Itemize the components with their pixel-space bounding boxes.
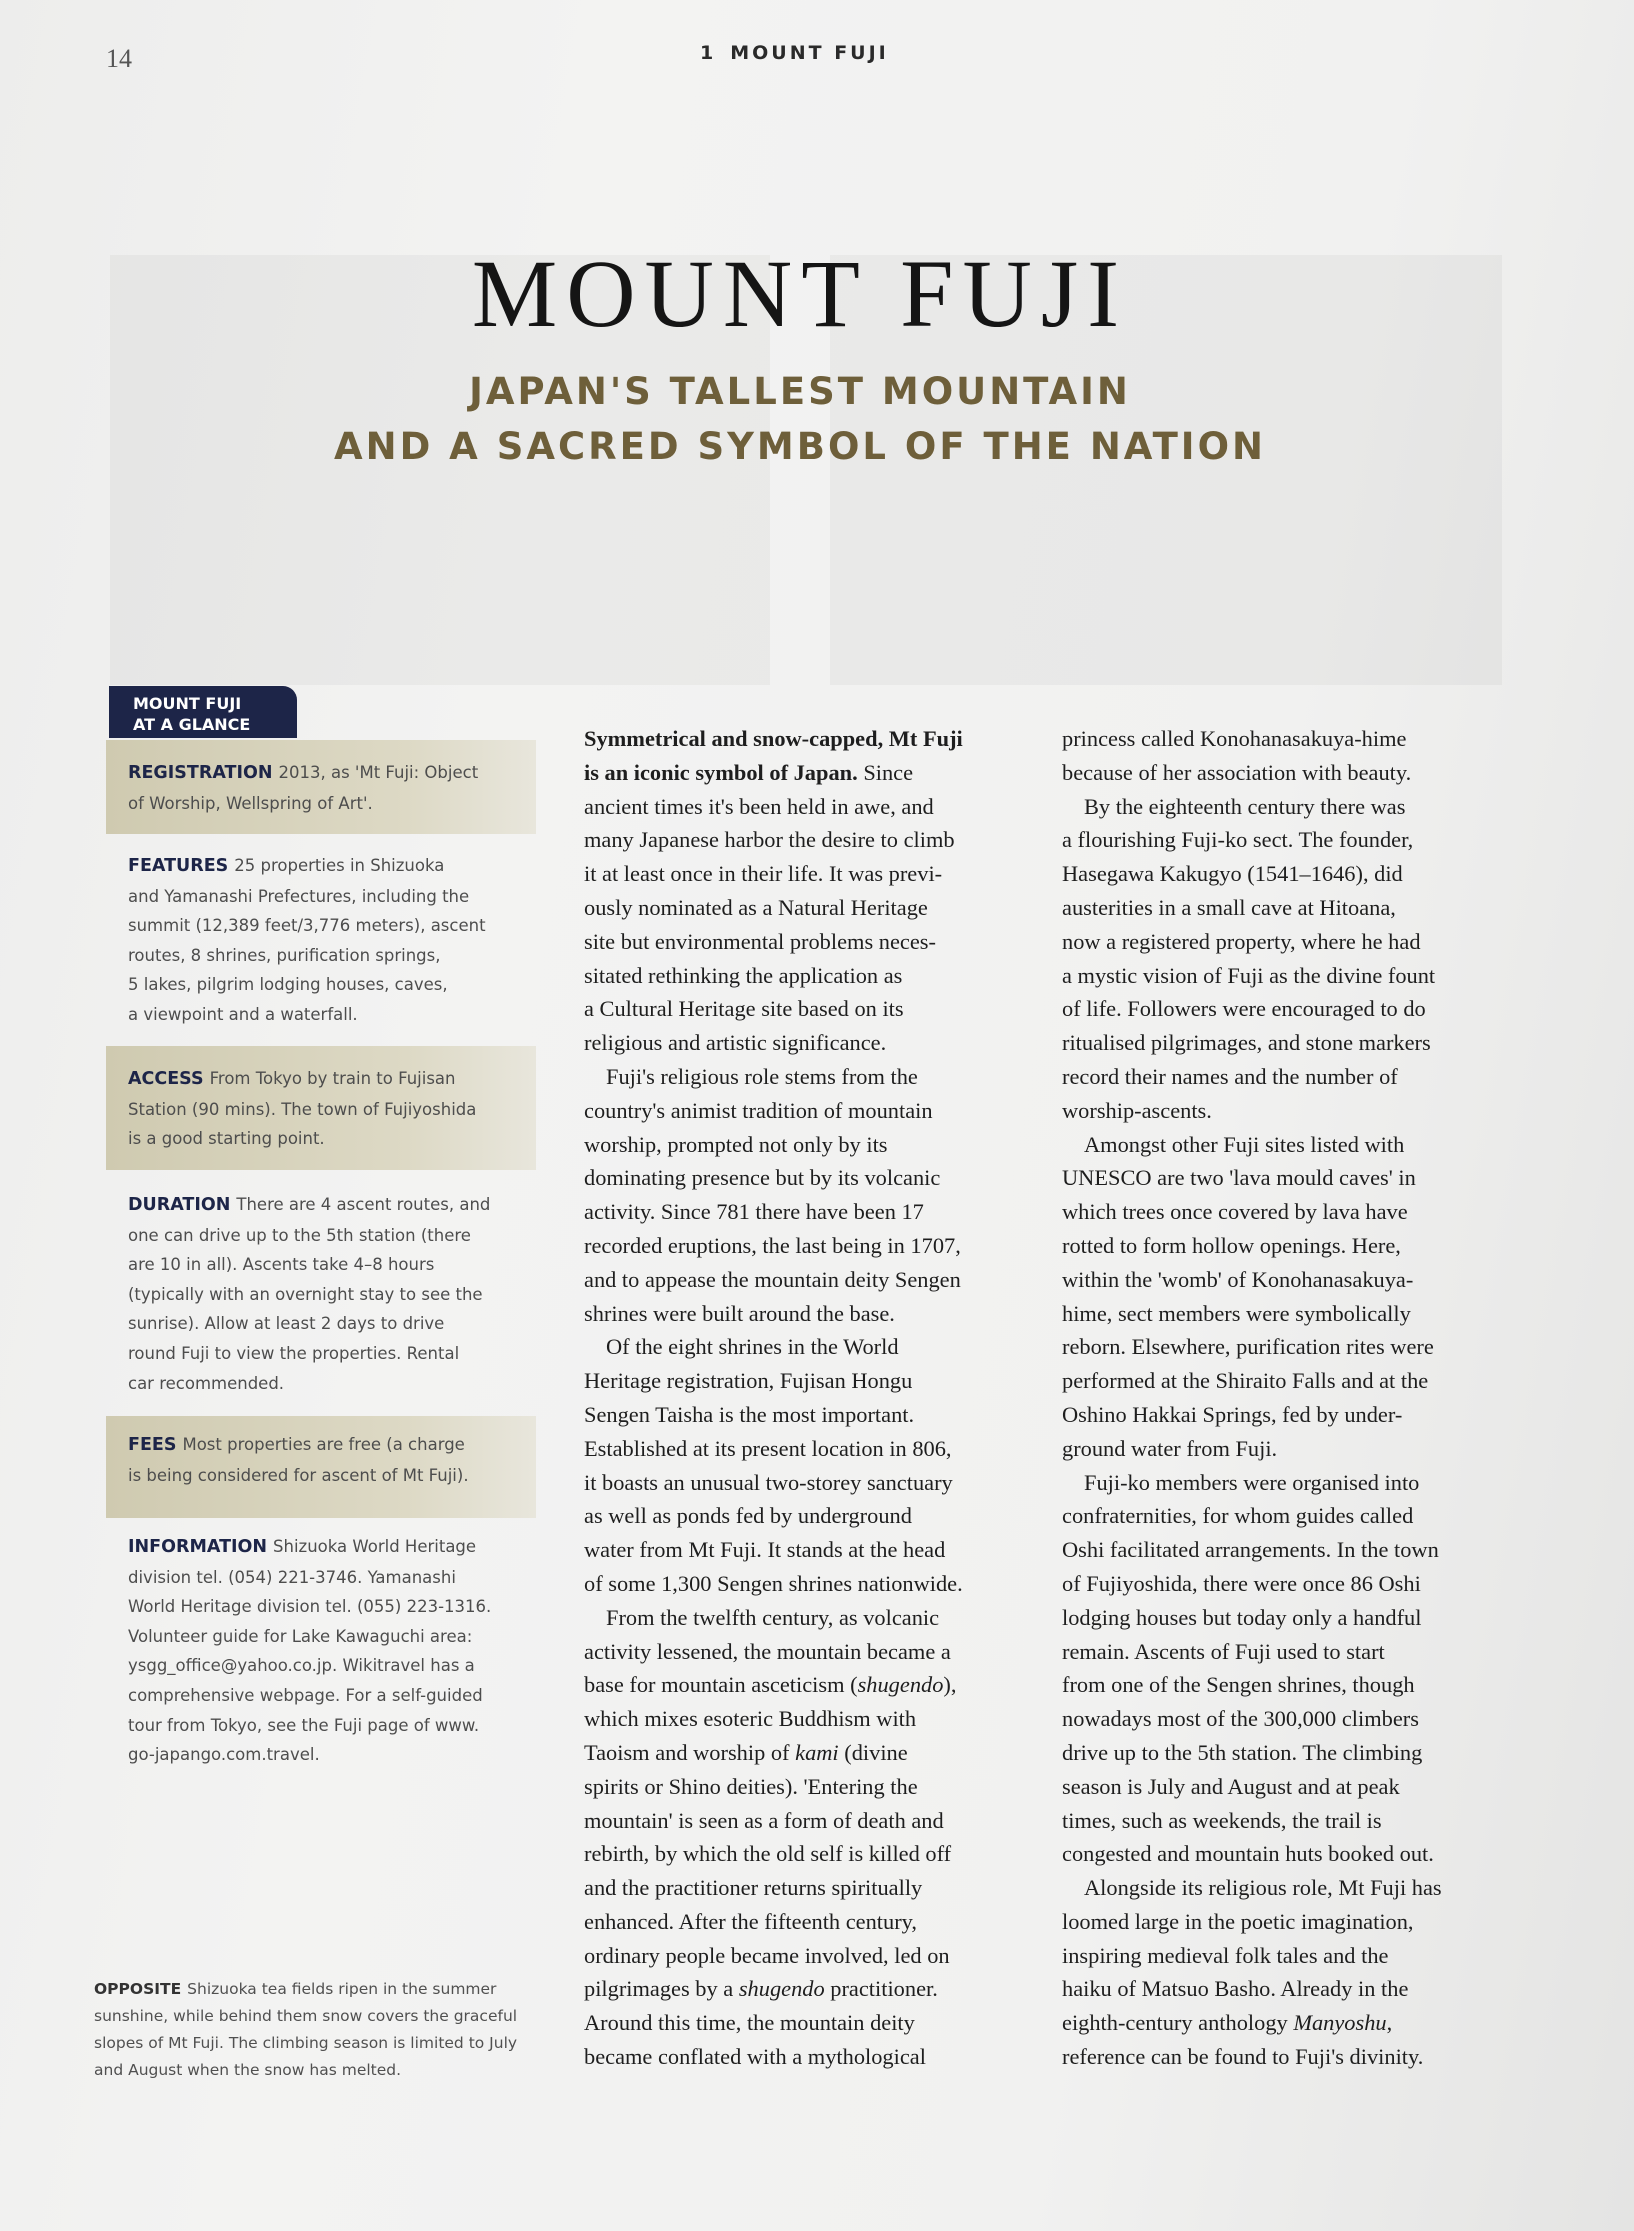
caption-label: OPPOSITE <box>94 1980 182 1998</box>
sidebar-heading-line: MOUNT FUJI <box>133 694 242 713</box>
body-text: from one of the Sengen shrines, though <box>1062 1672 1415 1698</box>
info-registration <box>106 740 536 834</box>
body-text: it boasts an unusual two-storey sanctuary <box>584 1469 953 1495</box>
page-title: MOUNT FUJI <box>471 240 1129 347</box>
body-text: pilgrimages by a <box>584 1976 739 2002</box>
italic-term: Manyoshu <box>1293 2010 1387 2036</box>
body-text: reference can be found to Fuji's divinity. <box>1062 2044 1424 2070</box>
italic-term: shugendo <box>857 1672 944 1698</box>
chapter-title: MOUNT FUJI <box>730 42 889 64</box>
body-text: a mystic vision of Fuji as the divine fount <box>1062 962 1436 988</box>
body-text: From the twelfth century, as volcanic <box>606 1604 940 1630</box>
body-text: remain. Ascents of Fuji used to start <box>1062 1638 1385 1664</box>
page-number: 14 <box>106 44 132 73</box>
body-text: ancient times it's been held in awe, and <box>584 793 934 819</box>
paragraph <box>1062 790 1510 1128</box>
sidebar-heading-line: AT A GLANCE <box>133 715 251 734</box>
body-text: base for mountain asceticism ( <box>584 1672 858 1698</box>
body-text: By the eighteenth century there was <box>1084 793 1406 819</box>
body-text: Fuji-ko members were organised into <box>1084 1469 1420 1495</box>
info-text: There are 4 ascent routes, and <box>236 1195 491 1214</box>
body-text: activity lessened, the mountain became a <box>584 1638 951 1664</box>
info-text: ysgg_office@yahoo.co.jp. Wikitravel has a <box>128 1656 475 1676</box>
body-text: haiku of Matsuo Basho. Already in the <box>1062 1976 1409 2002</box>
body-text: Amongst other Fuji sites listed with <box>1084 1131 1405 1157</box>
info-text: round Fuji to view the properties. Rental <box>128 1343 460 1363</box>
body-text: drive up to the 5th station. The climbing <box>1062 1739 1423 1765</box>
info-label: ACCESS <box>128 1069 204 1089</box>
body-text: many Japanese harbor the desire to climb <box>584 827 955 853</box>
info-text: tour from Tokyo, see the Fuji page of www. <box>128 1715 480 1735</box>
paragraph <box>584 1060 1032 1330</box>
body-text: now a registered property, where he had <box>1062 928 1421 954</box>
body-text: rebirth, by which the old self is killed off <box>584 1841 952 1867</box>
body-text: Alongside its religious role, Mt Fuji has <box>1084 1875 1442 1901</box>
body-text: enhanced. After the fifteenth century, <box>584 1908 918 1934</box>
body-text: Oshino Hakkai Springs, fed by under- <box>1062 1401 1403 1427</box>
body-text: Since <box>857 759 914 785</box>
body-text: as well as ponds fed by underground <box>584 1503 912 1529</box>
body-text: site but environmental problems neces- <box>584 928 936 954</box>
body-text: ritualised pilgrimages, and stone markers <box>1062 1030 1431 1056</box>
body-text: it at least once in their life. It was previ- <box>584 861 943 887</box>
body-text: Fuji's religious role stems from the <box>606 1063 918 1089</box>
subtitle-line-1: JAPAN'S TALLEST MOUNTAIN <box>469 370 1131 413</box>
body-text: Oshi facilitated arrangements. In the town <box>1062 1537 1439 1563</box>
paragraph <box>584 722 1032 1060</box>
body-text: a flourishing Fuji-ko sect. The founder, <box>1062 827 1414 853</box>
info-text: and Yamanashi Prefectures, including the <box>128 886 470 906</box>
body-text: worship, prompted not only by its <box>584 1131 888 1157</box>
info-text: 2013, as 'Mt Fuji: Object <box>278 763 479 782</box>
body-text: Heritage registration, Fujisan Hongu <box>584 1368 913 1394</box>
paragraph <box>584 1601 1032 2074</box>
info-text: sunrise). Allow at least 2 days to drive <box>128 1314 445 1334</box>
caption-text: slopes of Mt Fuji. The climbing season is limited to July <box>94 2034 518 2052</box>
body-text: practitioner. <box>824 1976 938 2002</box>
info-text: is a good starting point. <box>128 1129 325 1149</box>
body-text: dominating presence but by its volcanic <box>584 1165 941 1191</box>
body-text: Of the eight shrines in the World <box>606 1334 899 1360</box>
caption-text: sunshine, while behind them snow covers the graceful <box>94 2007 518 2025</box>
body-text: activity. Since 781 there have been 17 <box>584 1199 924 1225</box>
body-column-1 <box>584 722 1032 2074</box>
info-label: FEES <box>128 1435 177 1455</box>
info-label: FEATURES <box>128 856 229 876</box>
paragraph <box>1062 1466 1510 1872</box>
body-text: Around this time, the mountain deity <box>584 2010 915 2036</box>
info-duration <box>106 1190 536 1398</box>
body-column-2 <box>1062 722 1510 2074</box>
body-text: rotted to form hollow openings. Here, <box>1062 1232 1401 1258</box>
info-fees <box>106 1416 536 1518</box>
info-text: car recommended. <box>128 1373 285 1393</box>
body-text: shrines were built around the base. <box>584 1300 895 1326</box>
info-features <box>106 851 536 1030</box>
body-text: within the 'womb' of Konohanasakuya- <box>1062 1266 1414 1292</box>
body-text: recorded eruptions, the last being in 1707, <box>584 1232 961 1258</box>
body-text: worship-ascents. <box>1062 1097 1212 1123</box>
body-text: (divine <box>838 1739 908 1765</box>
body-text: performed at the Shiraito Falls and at the <box>1062 1368 1429 1394</box>
body-text: which mixes esoteric Buddhism with <box>584 1706 917 1732</box>
caption-text: and August when the snow has melted. <box>94 2061 402 2079</box>
info-text: routes, 8 shrines, purification springs, <box>128 945 441 965</box>
chapter-number: 1 <box>700 42 717 64</box>
photo-caption <box>94 1976 534 2084</box>
body-text: and to appease the mountain deity Sengen <box>584 1266 961 1292</box>
paragraph <box>1062 722 1510 790</box>
body-text: sitated rethinking the application as <box>584 962 903 988</box>
body-text: Taoism and worship of <box>584 1739 796 1765</box>
info-text: go-japango.com.travel. <box>128 1745 320 1765</box>
body-text: Established at its present location in 806, <box>584 1435 952 1461</box>
info-text: Shizuoka World Heritage <box>273 1537 477 1556</box>
lead-text: Symmetrical and snow-capped, Mt Fuji <box>584 726 963 751</box>
body-text: times, such as weekends, the trail is <box>1062 1807 1382 1833</box>
body-text: ), <box>943 1672 957 1698</box>
info-label: DURATION <box>128 1195 231 1215</box>
body-text: water from Mt Fuji. It stands at the head <box>584 1537 946 1563</box>
paragraph <box>1062 1871 1510 2074</box>
paragraph <box>584 1330 1032 1600</box>
body-text: inspiring medieval folk tales and the <box>1062 1942 1389 1968</box>
body-text: UNESCO are two 'lava mould caves' in <box>1062 1165 1416 1191</box>
info-text: summit (12,389 feet/3,776 meters), ascent <box>128 916 486 936</box>
body-text: confraternities, for whom guides called <box>1062 1503 1414 1529</box>
body-text: austerities in a small cave at Hitoana, <box>1062 894 1396 920</box>
body-text: reborn. Elsewhere, purification rites were <box>1062 1334 1434 1360</box>
info-text: comprehensive webpage. For a self-guided <box>128 1685 483 1705</box>
italic-term: kami <box>795 1739 839 1765</box>
body-text: of life. Followers were encouraged to do <box>1062 996 1426 1022</box>
info-text: 25 properties in Shizuoka <box>234 856 445 875</box>
subtitle-line-2: AND A SACRED SYMBOL OF THE NATION <box>333 425 1266 468</box>
body-text: princess called Konohanasakuya-hime <box>1062 726 1407 751</box>
body-text: record their names and the number of <box>1062 1063 1398 1089</box>
info-text: 5 lakes, pilgrim lodging houses, caves, <box>128 975 448 995</box>
body-text: season is July and August and at peak <box>1062 1773 1400 1799</box>
running-head <box>700 42 889 64</box>
body-text: religious and artistic significance. <box>584 1030 887 1056</box>
body-text: a Cultural Heritage site based on its <box>584 996 904 1022</box>
info-information <box>106 1532 536 1770</box>
info-label: INFORMATION <box>128 1537 268 1557</box>
body-text: which trees once covered by lava have <box>1062 1199 1408 1225</box>
info-text: of Worship, Wellspring of Art'. <box>128 793 373 813</box>
body-text: ground water from Fuji. <box>1062 1435 1278 1461</box>
body-text: because of her association with beauty. <box>1062 759 1412 785</box>
info-text: Station (90 mins). The town of Fujiyoshida <box>128 1099 477 1119</box>
body-text: Sengen Taisha is the most important. <box>584 1401 915 1427</box>
info-text: World Heritage division tel. (055) 223-1316. <box>128 1597 492 1617</box>
body-text: Hasegawa Kakugyo (1541–1646), did <box>1062 861 1403 887</box>
body-text: and the practitioner returns spiritually <box>584 1875 923 1901</box>
body-text: country's animist tradition of mountain <box>584 1097 933 1123</box>
body-text: congested and mountain huts booked out. <box>1062 1841 1434 1867</box>
italic-term: shugendo <box>738 1976 825 2002</box>
info-text: a viewpoint and a waterfall. <box>128 1004 358 1024</box>
body-text: hime, sect members were symbolically <box>1062 1300 1411 1326</box>
body-text: ordinary people became involved, led on <box>584 1942 950 1968</box>
body-text: of Fujiyoshida, there were once 86 Oshi <box>1062 1570 1421 1596</box>
info-text: division tel. (054) 221-3746. Yamanashi <box>128 1567 456 1587</box>
info-access <box>106 1046 536 1170</box>
body-text: eighth-century anthology <box>1062 2010 1294 2036</box>
body-text: spirits or Shino deities). 'Entering the <box>584 1773 918 1799</box>
body-text: loomed large in the poetic imagination, <box>1062 1908 1414 1934</box>
body-text: , <box>1386 2010 1393 2036</box>
info-text: are 10 in all). Ascents take 4–8 hours <box>128 1255 435 1275</box>
body-text: of some 1,300 Sengen shrines nationwide. <box>584 1570 963 1596</box>
body-text: became conflated with a mythological <box>584 2044 926 2070</box>
body-text: nowadays most of the 300,000 climbers <box>1062 1706 1419 1732</box>
info-text: Volunteer guide for Lake Kawaguchi area: <box>128 1626 473 1646</box>
info-text: From Tokyo by train to Fujisan <box>209 1069 456 1088</box>
sidebar-heading <box>109 686 297 738</box>
body-text: lodging houses but today only a handful <box>1062 1604 1422 1630</box>
info-label: REGISTRATION <box>128 763 273 783</box>
caption-text: Shizuoka tea fields ripen in the summer <box>187 1980 497 1998</box>
lead-text: is an iconic symbol of Japan. <box>584 759 858 785</box>
info-text: is being considered for ascent of Mt Fuji). <box>128 1465 469 1485</box>
body-text: mountain' is seen as a form of death and <box>584 1807 944 1833</box>
info-text: (typically with an overnight stay to see the <box>128 1284 483 1304</box>
info-text: one can drive up to the 5th station (there <box>128 1225 471 1245</box>
paragraph <box>1062 1128 1510 1466</box>
info-text: Most properties are free (a charge <box>182 1435 465 1454</box>
body-text: ously nominated as a Natural Heritage <box>584 894 928 920</box>
